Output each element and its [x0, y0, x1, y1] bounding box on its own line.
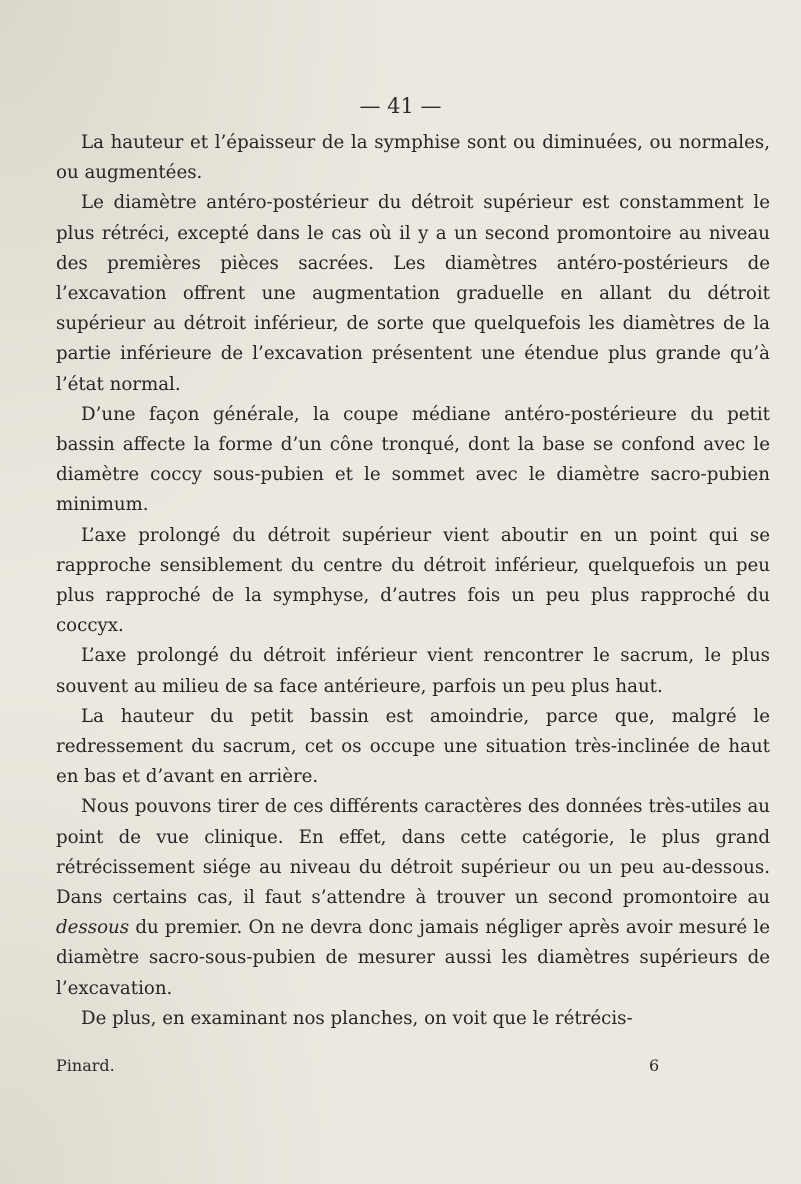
paragraph-2: Le diamètre antéro-postérieur du détroit supérieur est constamment le plus rétréci, excepté dans le cas où il y a un second promontoire au niveau des premières pièces sacrées. Les diamètres antéro-postérieurs de l’excavation offrent une augmentation graduelle en allant du détroit supérieur au détroit inférieur, de sorte que quelquefois les diamètres de la partie inférieure de l’excavation présentent une étendue plus grande qu’à l’état normal. — [56, 192, 770, 395]
paragraph-4: L’axe prolongé du détroit supérieur vient aboutir en un point qui se rapproche sensiblement du centre du détroit inférieur, quelquefois un peu plus rapproché de la symphyse, d’autres fois un peu plus rapproché du coccyx. — [56, 524, 770, 637]
italic-word: dessous — [56, 917, 130, 939]
page-number: — 41 — — [359, 94, 442, 118]
paragraph-6: La hauteur du petit bassin est amoindrie, parce que, malgré le redressement du sacrum, cet os occupe une situation très-inclinée de haut en bas et d’avant en arrière. — [56, 705, 770, 788]
paragraph-8: De plus, en examinant nos planches, on voit que le rétrécis- — [81, 1007, 633, 1029]
signature-mark: 6 — [649, 1056, 660, 1075]
body-text — [56, 128, 770, 1034]
paragraph-1: La hauteur et l’épaisseur de la symphise sont ou diminuées, ou normales, ou augmentées. — [56, 132, 770, 184]
paragraph-5: L’axe prolongé du détroit inférieur vient rencontrer le sacrum, le plus souvent au milieu de sa face antérieure, parfois un peu plus haut. — [56, 645, 770, 697]
paragraph-3: D’une façon générale, la coupe médiane antéro-postérieure du petit bassin affecte la forme d’un cône tronqué, dont la base se confond avec le diamètre coccy sous-pubien et le sommet avec le diamètre sacro-pubien minimum. — [56, 403, 770, 516]
footer-author: Pinard. — [56, 1056, 115, 1075]
paragraph-7: Nous pouvons tirer de ces différents caractères des données très-utiles au point de vue clinique. En effet, dans cette catégorie, le plus grand rétrécissement siége au niveau du détroit supérieur ou un peu au-dessous. Dans certains cas, il faut s’attendre à trouver un second promontoire au dessous du premier. On ne devra donc jamais négliger après avoir mesuré le diamètre sacro-sous-pubien de mesurer aussi les diamètres supérieurs de l’excavation. — [56, 796, 770, 999]
